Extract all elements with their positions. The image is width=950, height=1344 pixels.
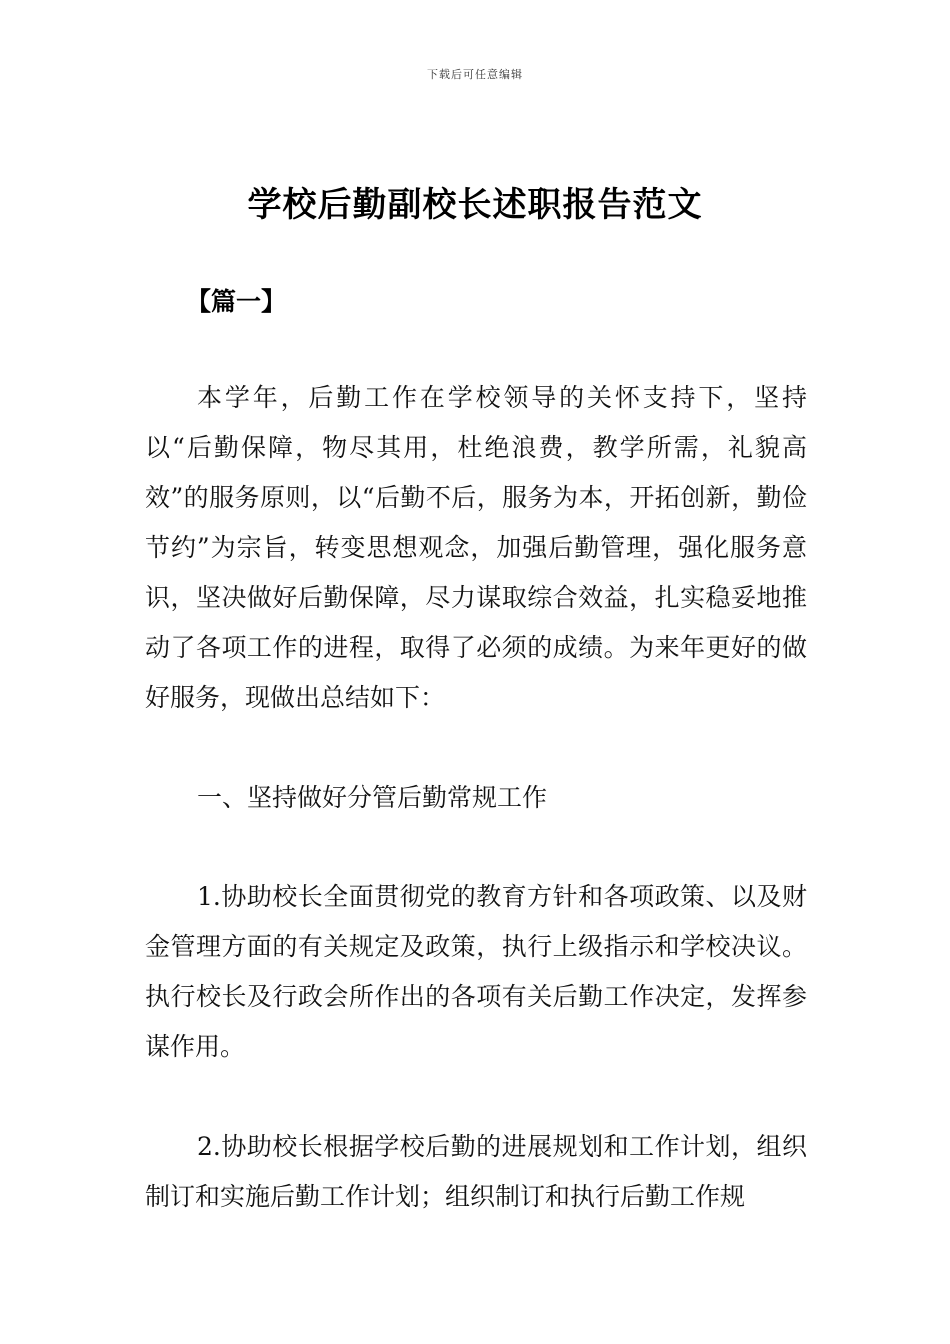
list-item-2: 2.协助校长根据学校后勤的进展规划和工作计划，组织制订和实施后勤工作计划；组织制订和执行后勤工作规 — [145, 1132, 807, 1211]
document-title: 学校后勤副校长述职报告范文 — [247, 185, 703, 225]
section-heading: 一、坚持做好分管后勤常规工作 — [197, 783, 548, 812]
header-note: 下载后可任意编辑 — [427, 68, 523, 81]
intro-paragraph: 本学年，后勤工作在学校领导的关怀支持下，坚持以“后勤保障，物尽其用，杜绝浪费，教学所需，礼貌高效”的服务原则，以“后勤不后，服务为本，开拓创新，勤俭节约”为宗旨，转变思想观念，加强后勤管理，强化服务意识，坚决做好后勤保障，尽力谋取综合效益，扎实稳妥地推动了各项工作的进程，取得了必须的成绩。为来年更好的做好服务，现做出总结如下： — [145, 383, 807, 712]
list-item-1: 1.协助校长全面贯彻党的教育方针和各项政策、以及财金管理方面的有关规定及政策，执行上级指示和学校决议。执行校长及行政会所作出的各项有关后勤工作决定，发挥参谋作用。 — [145, 882, 807, 1061]
section-mark: 【篇一】 — [186, 287, 287, 316]
